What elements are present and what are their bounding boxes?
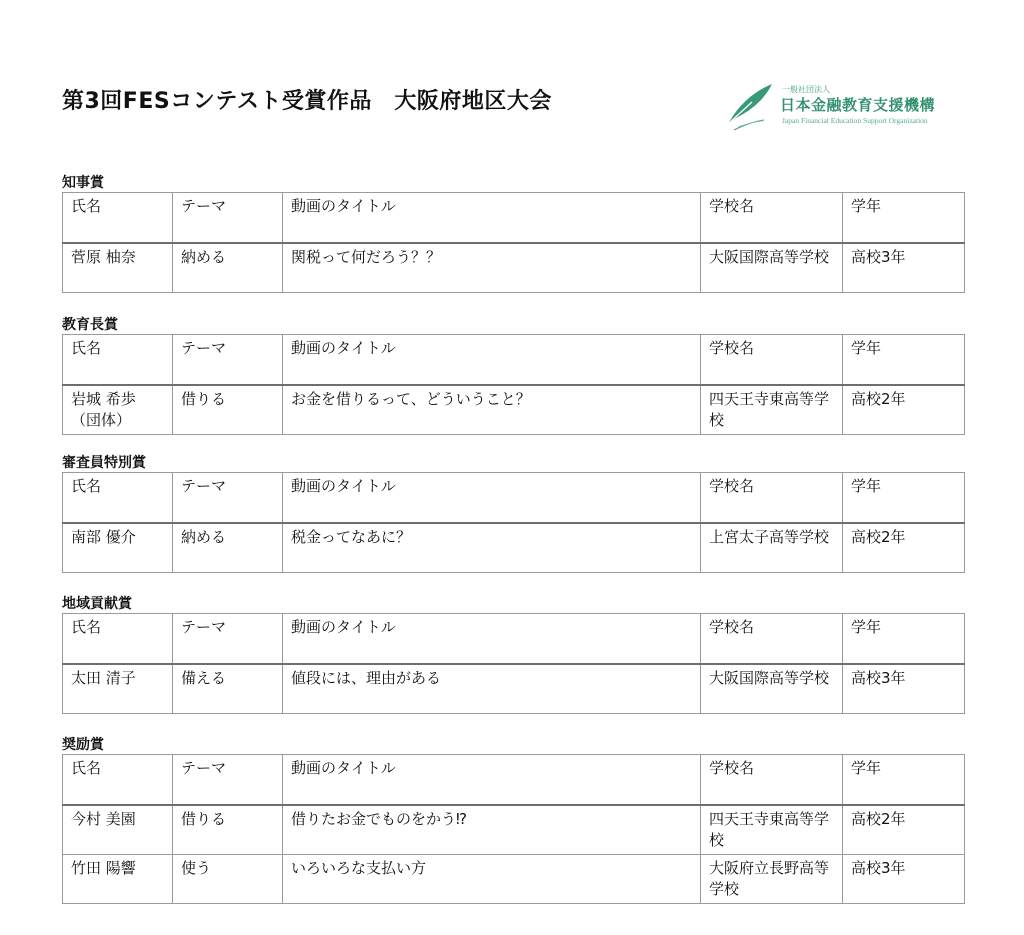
award-section-encouragement — [62, 736, 964, 904]
cell-name: 今村 美園 — [63, 805, 173, 855]
header-theme: テーマ — [173, 614, 283, 665]
section-title: 教育長賞 — [62, 317, 118, 333]
cell-theme: 備える — [173, 664, 283, 714]
cell-name: 岩城 希歩（団体） — [63, 385, 173, 435]
page-title: 第3回FESコンテスト受賞作品 大阪府地区大会 — [62, 89, 552, 114]
section-title: 奨励賞 — [62, 737, 104, 753]
cell-video-title: 値段には、理由がある — [283, 664, 701, 714]
cell-grade: 高校3年 — [843, 243, 965, 293]
header-grade: 学年 — [843, 193, 965, 244]
quill-feather-icon — [722, 80, 778, 132]
header-name: 氏名 — [63, 335, 173, 386]
header-theme: テーマ — [173, 335, 283, 386]
section-title: 知事賞 — [62, 175, 104, 191]
award-section-judges-special — [62, 454, 964, 573]
cell-theme: 借りる — [173, 805, 283, 855]
award-table — [62, 472, 965, 573]
cell-school: 上宮太子高等学校 — [701, 523, 843, 573]
cell-grade: 高校3年 — [843, 664, 965, 714]
header-video-title: 動画のタイトル — [283, 755, 701, 806]
table-row — [63, 385, 965, 435]
header-video-title: 動画のタイトル — [283, 335, 701, 386]
header-video-title: 動画のタイトル — [283, 193, 701, 244]
organization-type-label: 一般社団法人 — [782, 85, 830, 94]
header-school: 学校名 — [701, 473, 843, 524]
header-school: 学校名 — [701, 193, 843, 244]
header-grade: 学年 — [843, 755, 965, 806]
cell-name: 太田 清子 — [63, 664, 173, 714]
header-name: 氏名 — [63, 473, 173, 524]
table-row — [63, 855, 965, 904]
award-section-superintendent — [62, 316, 964, 435]
table-header-row — [63, 335, 965, 386]
table-header-row — [63, 614, 965, 665]
header-grade: 学年 — [843, 614, 965, 665]
cell-theme: 納める — [173, 523, 283, 573]
award-table — [62, 754, 965, 904]
header-grade: 学年 — [843, 335, 965, 386]
cell-theme: 納める — [173, 243, 283, 293]
cell-video-title: 関税って何だろう？？ — [283, 243, 701, 293]
cell-theme: 使う — [173, 855, 283, 904]
table-header-row — [63, 755, 965, 806]
header-name: 氏名 — [63, 193, 173, 244]
header-grade: 学年 — [843, 473, 965, 524]
cell-name: 南部 優介 — [63, 523, 173, 573]
cell-name: 竹田 陽響 — [63, 855, 173, 904]
cell-video-title: いろいろな支払い方 — [283, 855, 701, 904]
cell-school: 四天王寺東高等学校 — [701, 805, 843, 855]
header-school: 学校名 — [701, 614, 843, 665]
cell-grade: 高校2年 — [843, 385, 965, 435]
header-theme: テーマ — [173, 473, 283, 524]
award-table — [62, 334, 965, 435]
table-header-row — [63, 193, 965, 244]
award-table — [62, 613, 965, 714]
header-school: 学校名 — [701, 335, 843, 386]
cell-school: 大阪国際高等学校 — [701, 664, 843, 714]
cell-school: 大阪国際高等学校 — [701, 243, 843, 293]
section-title: 地域貢献賞 — [62, 596, 132, 612]
cell-video-title: 借りたお金でものをかう⁉ — [283, 805, 701, 855]
organization-name-english: Japan Financial Education Support Organization — [782, 116, 928, 125]
cell-school: 大阪府立長野高等学校 — [701, 855, 843, 904]
header-name: 氏名 — [63, 614, 173, 665]
table-row — [63, 243, 965, 293]
table-row — [63, 664, 965, 714]
cell-grade: 高校3年 — [843, 855, 965, 904]
table-row — [63, 805, 965, 855]
cell-school: 四天王寺東高等学校 — [701, 385, 843, 435]
header-theme: テーマ — [173, 755, 283, 806]
cell-name: 菅原 柚奈 — [63, 243, 173, 293]
cell-theme: 借りる — [173, 385, 283, 435]
organization-logo — [722, 80, 942, 132]
award-section-community-contribution — [62, 595, 964, 714]
header-video-title: 動画のタイトル — [283, 614, 701, 665]
table-header-row — [63, 473, 965, 524]
table-row — [63, 523, 965, 573]
header-school: 学校名 — [701, 755, 843, 806]
organization-name: 日本金融教育支援機構 — [780, 96, 936, 114]
award-section-governor — [62, 174, 964, 293]
header-video-title: 動画のタイトル — [283, 473, 701, 524]
cell-video-title: お金を借りるって、どういうこと？ — [283, 385, 701, 435]
header-name: 氏名 — [63, 755, 173, 806]
section-title: 審査員特別賞 — [62, 455, 146, 471]
award-table — [62, 192, 965, 293]
cell-grade: 高校2年 — [843, 523, 965, 573]
cell-video-title: 税金ってなあに？ — [283, 523, 701, 573]
cell-grade: 高校2年 — [843, 805, 965, 855]
header-theme: テーマ — [173, 193, 283, 244]
